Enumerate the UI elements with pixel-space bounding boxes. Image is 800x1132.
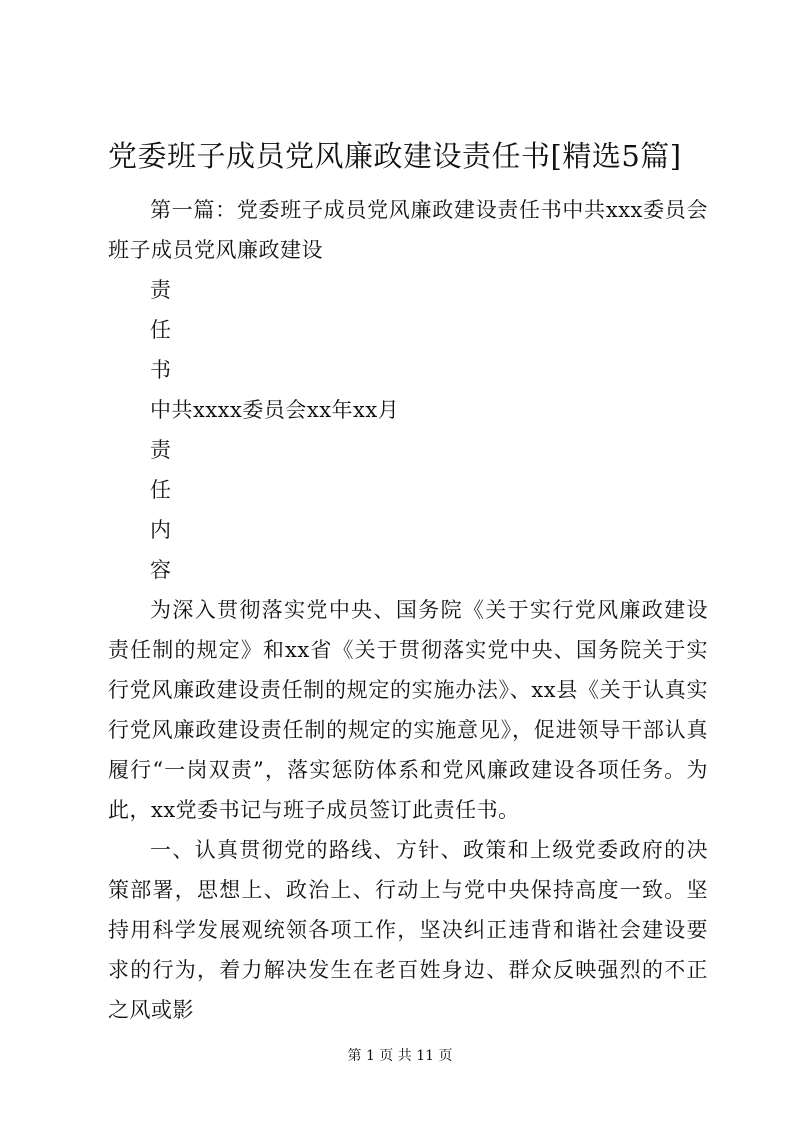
heading-char: 任 — [150, 318, 172, 342]
heading-char: 责 — [150, 438, 172, 462]
page-footer: 第 1 页 共 11 页 — [347, 1048, 453, 1064]
intro-paragraph: 第一篇：党委班子成员党风廉政建设责任书中共xxx委员会班子成员党风廉政建设 — [108, 198, 708, 262]
body-paragraph-2: 一、认真贯彻党的路线、方针、政策和上级党委政府的决策部署，思想上、政治上、行动上与党中央保持高度一致。坚持用科学发展观统领各项工作，坚决纠正违背和谐社会建设要求的行为，着力解决发生在老百姓身边、群众反映强烈的不正之风或影 — [108, 838, 708, 1022]
document-body — [108, 190, 708, 1030]
body-paragraph-1: 为深入贯彻落实党中央、国务院《关于实行党风廉政建设责任制的规定》和xx省《关于贯彻落实党中央、国务院关于实行党风廉政建设责任制的规定的实施办法》、xx县《关于认真实行党风廉政建设责任制的规定的实施意见》，促进领导干部认真履行“一岗双责”，落实惩防体系和党风廉政建设各项任务。为此，xx党委书记与班子成员签订此责任书。 — [108, 598, 708, 822]
heading-char: 容 — [150, 558, 172, 582]
document-title: 党委班子成员党风廉政建设责任书[精选5篇] — [108, 139, 682, 173]
heading-char: 内 — [150, 518, 172, 542]
heading-char: 任 — [150, 478, 172, 502]
heading-char: 责 — [150, 278, 172, 302]
issuer-line: 中共xxxx委员会xx年xx月 — [150, 398, 400, 422]
heading-char: 书 — [150, 358, 172, 382]
